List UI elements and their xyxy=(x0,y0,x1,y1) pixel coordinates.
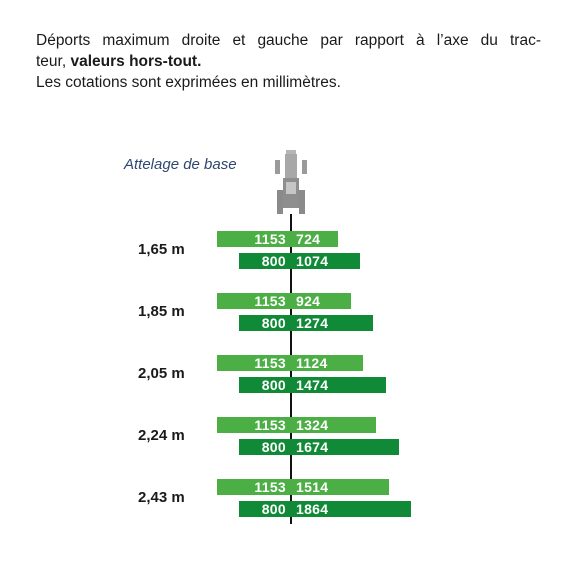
row-label-4: 2,43 m xyxy=(138,489,185,506)
left-offset-value: 800 xyxy=(261,439,286,455)
left-offset-value: 1153 xyxy=(254,293,286,309)
row-label-3: 2,24 m xyxy=(138,427,185,444)
dark-offset-bar xyxy=(239,315,373,331)
right-offset-value: 1674 xyxy=(295,439,329,455)
intro-line-1: Déports maximum droite et gauche par rapport à l’axe du trac- xyxy=(36,32,541,49)
light-offset-bar xyxy=(217,293,351,309)
left-offset-value: 800 xyxy=(261,315,286,331)
dark-offset-bar xyxy=(239,501,411,517)
light-offset-bar xyxy=(217,417,377,433)
left-offset-value: 800 xyxy=(261,377,286,393)
dark-offset-bar xyxy=(239,253,360,269)
intro-line-2-prefix: teur, xyxy=(36,53,71,70)
dark-offset-bar xyxy=(239,377,386,393)
light-offset-bar xyxy=(217,479,389,495)
base-coupling-caption: Attelage de base xyxy=(124,156,237,173)
intro-line-2-bold: valeurs hors-tout. xyxy=(70,53,202,70)
left-offset-value: 1153 xyxy=(254,355,286,371)
left-offset-value: 800 xyxy=(261,253,286,269)
intro-line-2 xyxy=(36,51,541,72)
light-offset-bar xyxy=(217,355,364,371)
right-offset-value: 724 xyxy=(295,231,321,247)
right-offset-value: 924 xyxy=(295,293,321,309)
right-offset-value: 1274 xyxy=(295,315,329,331)
row-label-1: 1,85 m xyxy=(138,303,185,320)
dark-offset-bar xyxy=(239,439,399,455)
right-offset-value: 1474 xyxy=(295,377,329,393)
tractor-top-view-icon xyxy=(275,150,307,219)
left-offset-value: 1153 xyxy=(254,417,286,433)
row-label-2: 2,05 m xyxy=(138,365,185,382)
left-offset-value: 1153 xyxy=(254,479,286,495)
right-offset-value: 1324 xyxy=(295,417,329,433)
row-label-0: 1,65 m xyxy=(138,241,185,258)
right-offset-value: 1124 xyxy=(295,355,328,371)
right-offset-value: 1514 xyxy=(295,479,329,495)
right-offset-value: 1864 xyxy=(295,501,329,517)
light-offset-bar xyxy=(217,231,338,247)
intro-text xyxy=(36,30,541,93)
intro-line-3: Les cotations sont exprimées en millimètres. xyxy=(36,74,341,91)
left-offset-value: 1153 xyxy=(254,231,286,247)
right-offset-value: 1074 xyxy=(295,253,329,269)
left-offset-value: 800 xyxy=(261,501,286,517)
